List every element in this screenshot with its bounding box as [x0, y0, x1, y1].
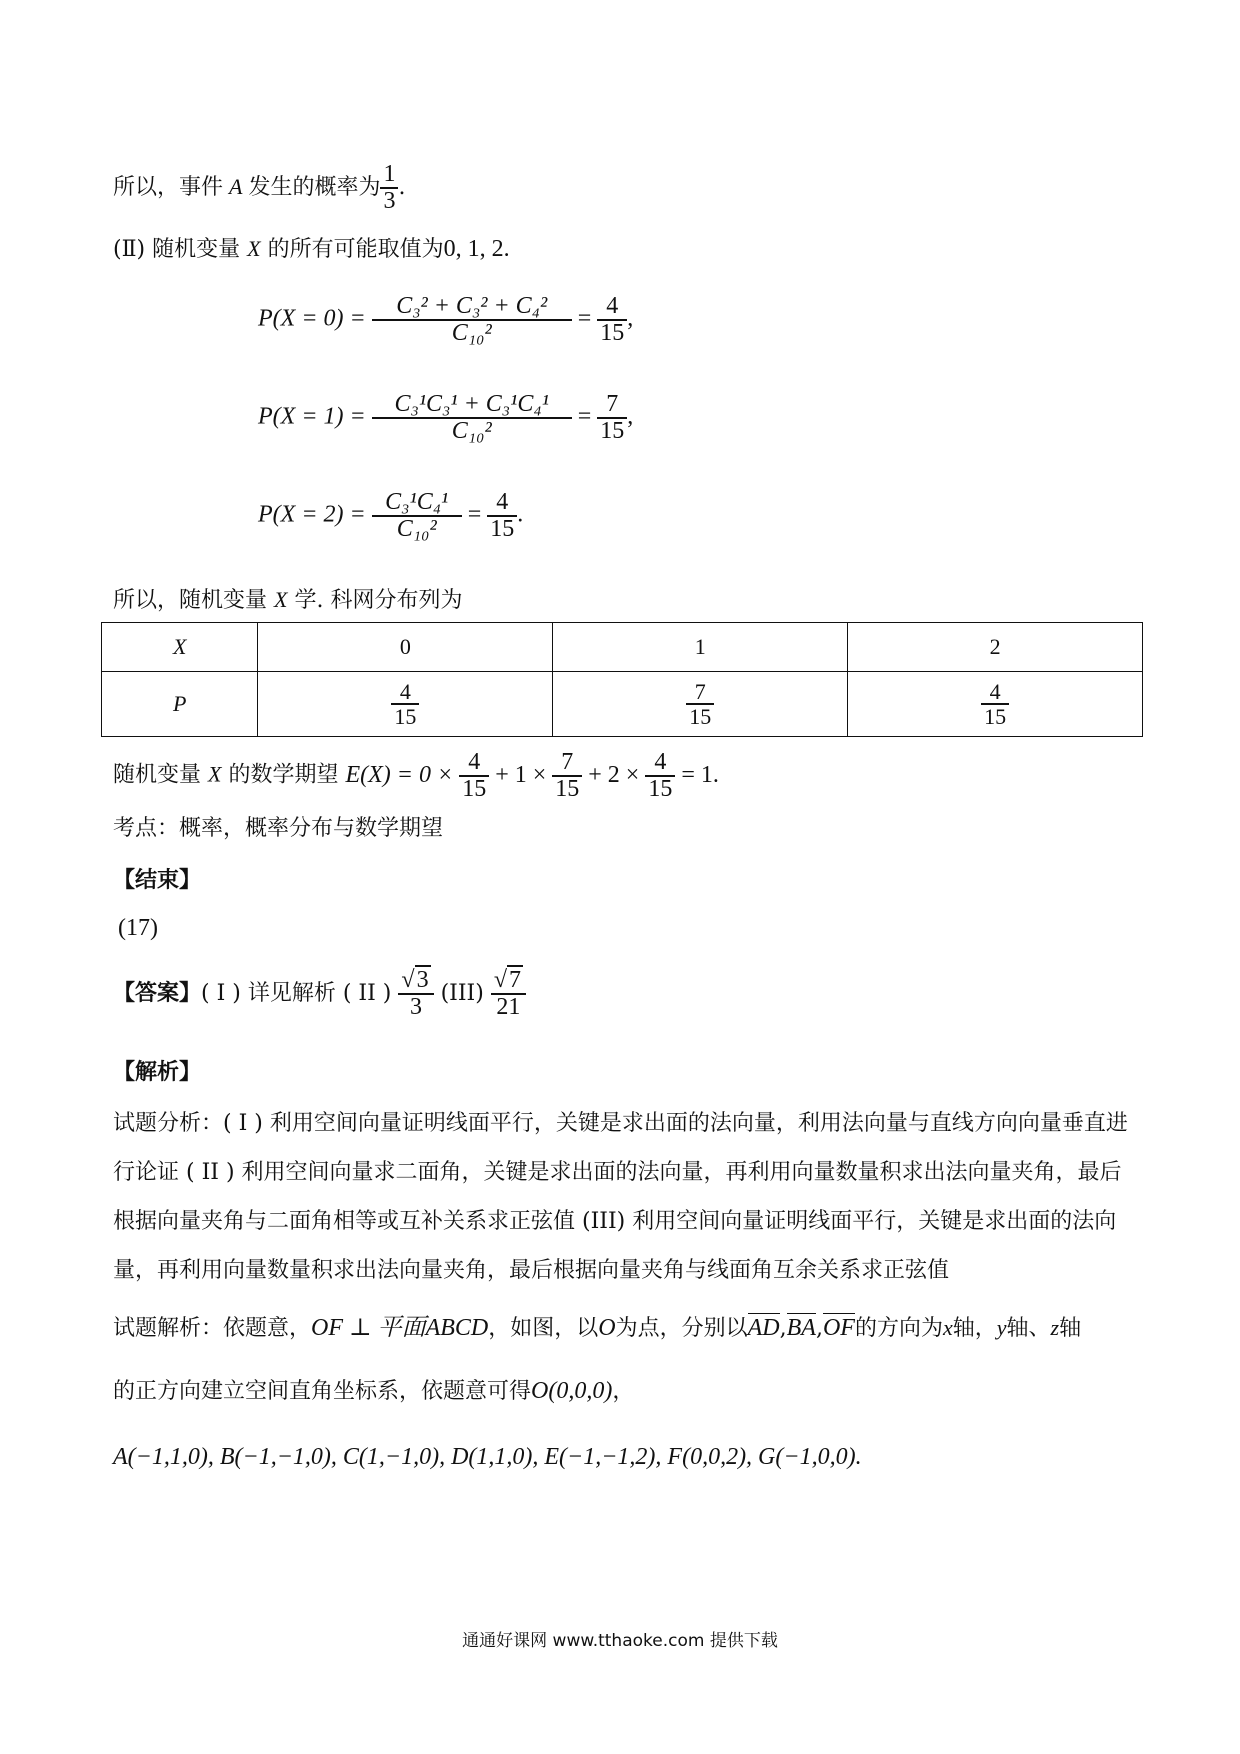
fraction: $\frac{4}{15}$	[487, 490, 517, 542]
table-cell	[848, 672, 1143, 737]
lhs: P(X = 2) =	[258, 501, 366, 528]
text: 发生的概率为	[248, 175, 381, 201]
values: 0, 1, 2.	[443, 236, 510, 262]
var-x: x	[942, 1315, 953, 1340]
formula: OF ⊥ 平面ABCD	[311, 1315, 489, 1341]
var-o: O	[598, 1315, 616, 1341]
p-x1-formula	[258, 392, 633, 444]
text: 轴、	[1006, 1316, 1051, 1341]
fraction: $\frac{4}{15}$	[645, 750, 675, 802]
var-y: y	[996, 1315, 1007, 1340]
table-cell: 1	[553, 623, 848, 672]
lhs: E(X) = 0 ×	[345, 761, 454, 788]
expectation-line	[113, 750, 719, 802]
vector-ba: BA	[786, 1315, 816, 1341]
text: 的正方向建立空间直角坐标系，依题意可得	[113, 1379, 532, 1404]
text: 的数学期望	[228, 762, 339, 788]
distribution-intro	[113, 583, 462, 614]
analysis-line: 行论证 ( II ) 利用空间向量求二面角，关键是求出面的法向量，再利用向量数量积求出法向量夹角，最后	[113, 1160, 1122, 1185]
fraction: $\frac{\text{C₃² + C₃² + C₄²}}{\text{C₁₀²}}$	[372, 294, 572, 346]
jiexi-label: 【解析】	[113, 1059, 202, 1085]
fraction: $\frac{7}{15}$	[552, 750, 582, 802]
text: 所以，随机变量	[113, 588, 268, 613]
question-number: (17)	[118, 915, 158, 941]
text: ( I ) 详见解析 ( II )	[201, 981, 392, 1007]
var-x: X	[208, 761, 222, 787]
solution-line: 试题解析：依题意，OF ⊥ 平面ABCD，如图，以O为点，分别以AD,BA,OF的方向为x轴，y轴、z轴	[113, 1315, 1082, 1341]
text: (Ⅱ) 随机变量	[113, 237, 241, 262]
fraction: $\frac{7}{15}$	[597, 392, 627, 444]
text: 轴，	[952, 1316, 997, 1341]
table-cell: 2	[848, 623, 1143, 672]
var-z: z	[1050, 1315, 1060, 1340]
fraction: $\frac{4}{15}$	[391, 680, 419, 728]
table-cell: 0	[258, 623, 553, 672]
table-cell	[553, 672, 848, 737]
text: 所以，事件	[113, 175, 224, 201]
table-cell: X	[102, 623, 258, 672]
p-x0-formula	[258, 294, 633, 346]
text: 为点，分别以	[615, 1316, 748, 1341]
text: 试题解析：依题意，	[113, 1316, 312, 1341]
vector-ad: AD	[747, 1315, 780, 1341]
analysis-line: 试题分析：( I ) 利用空间向量证明线面平行，关键是求出面的法向量，利用法向量与直线方向向量垂直进	[113, 1111, 1128, 1136]
analysis-line: 量，再利用向量数量积求出法向量夹角，最后根据向量夹角与线面角互余关系求正弦值	[113, 1258, 950, 1283]
lhs: P(X = 1) =	[258, 403, 366, 430]
text: 轴	[1059, 1316, 1082, 1341]
text: ，	[612, 1379, 635, 1404]
fraction: $\frac{4}{15}$	[459, 750, 489, 802]
end-tag: 【结束】	[113, 867, 202, 893]
fraction: $\frac{\text{C₃¹C₄¹}}{\text{C₁₀²}}$	[372, 490, 462, 542]
fraction: $\frac{4}{15}$	[597, 294, 627, 346]
text: (III)	[440, 981, 484, 1007]
lhs: P(X = 0) =	[258, 305, 366, 332]
var-x: X	[247, 236, 261, 261]
text: .	[517, 501, 524, 528]
text: 的方向为	[854, 1316, 943, 1341]
distribution-table	[101, 622, 1143, 737]
text: .	[398, 175, 406, 201]
values-line	[113, 232, 510, 263]
coordinates-line: A(−1,1,0), B(−1,−1,0), C(1,−1,0), D(1,1,0), E(−1,−1,2), F(0,0,2), G(−1,0,0).	[113, 1444, 862, 1470]
analysis-line: 根据向量夹角与二面角相等或互补关系求正弦值 (III) 利用空间向量证明线面平行，关键是求出面的法向	[113, 1209, 1117, 1234]
text: = 1.	[681, 761, 719, 788]
table-row	[102, 672, 1143, 737]
expectation-formula	[345, 749, 719, 803]
event-probability-line	[113, 162, 405, 214]
kaodian: 考点：概率，概率分布与数学期望	[113, 816, 444, 841]
fraction: $\frac{1}{3}$	[380, 162, 398, 214]
text: ,	[627, 403, 634, 430]
answer-line	[113, 968, 526, 1020]
fraction: $\frac{4}{15}$	[981, 680, 1009, 728]
footer: 通通好课网 www.tthaoke.com 提供下载	[462, 1631, 778, 1651]
table-row	[102, 623, 1143, 672]
var-a: A	[229, 174, 243, 200]
fraction: $\frac{\text{C₃¹C₃¹ + C₃¹C₄¹}}{\text{C₁₀²}}$	[372, 392, 572, 444]
answer-label: 【答案】	[113, 980, 202, 1007]
text: 学. 科网分布列为	[294, 588, 463, 613]
equals: =	[577, 403, 592, 430]
text: ,	[627, 305, 634, 332]
text: 随机变量	[113, 762, 202, 788]
vector-of: OF	[822, 1315, 855, 1341]
sqrt7-over-21: $\frac{√7}{21}$	[491, 968, 526, 1020]
origin-coord: O(0,0,0)	[531, 1378, 613, 1404]
equals: =	[577, 305, 592, 332]
solution-line	[113, 1374, 634, 1405]
operator: + 1 ×	[495, 761, 547, 788]
p-x2-formula	[258, 490, 523, 542]
table-cell: P	[102, 672, 258, 737]
var-x: X	[274, 587, 288, 612]
fraction: $\frac{7}{15}$	[686, 680, 714, 728]
operator: + 2 ×	[588, 761, 640, 788]
table-cell	[258, 672, 553, 737]
equals: =	[467, 501, 482, 528]
text: 的所有可能取值为	[267, 237, 444, 262]
sqrt3-over-3: $\frac{√3}{3}$	[398, 968, 433, 1020]
text: ，如图，以	[488, 1316, 599, 1341]
